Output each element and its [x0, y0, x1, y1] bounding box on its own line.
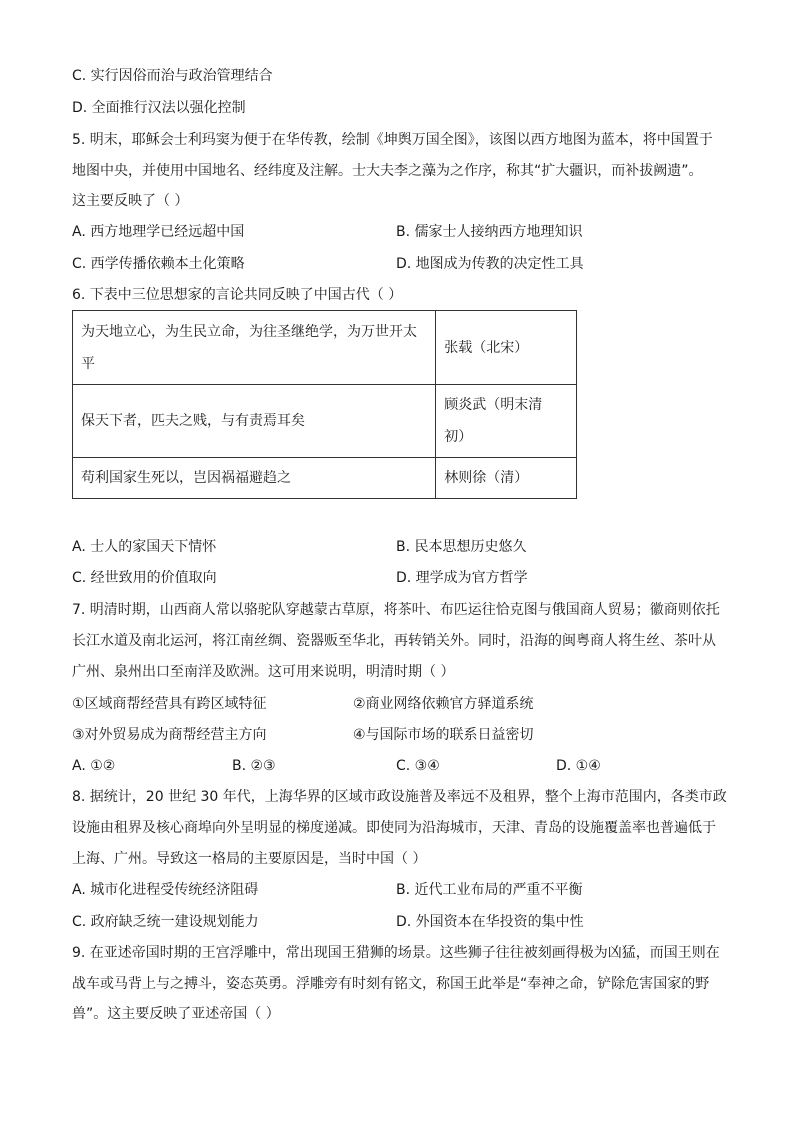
q5-stem-line-2: 地图中央，并使用中国地名、经纬度及注解。士大夫李之藻为之作序，称其“扩大疆识，而补拔阙遗”。 — [72, 163, 703, 179]
q5-option-d: D. 地图成为传教的决定性工具 — [396, 256, 584, 272]
author-cell — [436, 311, 577, 385]
q8-option-b: B. 近代工业布局的严重不平衡 — [396, 882, 583, 898]
q6-stem: 6. 下表中三位思想家的言论共同反映了中国古代（ ） — [72, 287, 403, 303]
q8-option-c: C. 政府缺乏统一建设规划能力 — [72, 914, 259, 930]
q5-option-a: A. 西方地理学已经远超中国 — [72, 224, 245, 240]
q4-option-c: C. 实行因俗而治与政治管理结合 — [72, 68, 273, 84]
q7-statement-3: ③对外贸易成为商帮经营主方向 — [72, 727, 267, 743]
q7-option-a: A. ①② — [72, 758, 116, 774]
q6-option-a: A. 士人的家国天下情怀 — [72, 539, 217, 555]
q7-option-b: B. ②③ — [232, 758, 276, 774]
author-text: 张载（北宋） — [444, 339, 529, 356]
q4-option-d: D. 全面推行汉法以强化控制 — [72, 100, 246, 116]
q7-stem-line-3: 广州、泉州出口至南洋及欧洲。这可用来说明，明清时期（ ） — [72, 664, 455, 680]
author-text: 初） — [444, 429, 473, 445]
q5-option-c: C. 西学传播依赖本土化策略 — [72, 256, 245, 272]
q9-stem-line-2: 战车或马背上与之搏斗，姿态英勇。浮雕旁有时刻有铭文，称国王此举是“奉神之命，铲除危害国家的野 — [72, 976, 710, 992]
q7-option-d: D. ①④ — [556, 758, 601, 774]
author-text: 林则徐（清） — [444, 470, 529, 486]
quote-text: 保天下者，匹夫之贱，与有责焉耳矣 — [81, 413, 305, 429]
q8-option-d: D. 外国资本在华投资的集中性 — [396, 914, 584, 930]
quote-text: 平 — [81, 355, 95, 372]
q9-stem-line-1: 9. 在亚述帝国时期的王宫浮雕中，常出现国王猎狮的场景。这些狮子往往被刻画得极为凶猛，而国王则在 — [72, 945, 720, 961]
q6-option-d: D. 理学成为官方哲学 — [396, 570, 528, 586]
q5-stem-line-1: 5. 明末，耶稣会士利玛窦为便于在华传教，绘制《坤舆万国全图》，该图以西方地图为蓝本，将中国置于 — [72, 132, 713, 148]
q7-stem-line-2: 长江水道及南北运河，将江南丝绸、瓷器贩至华北，再转销关外。同时，沿海的闽粤商人将生丝、茶叶从 — [72, 633, 716, 649]
q6-option-b: B. 民本思想历史悠久 — [396, 539, 527, 555]
table-row — [73, 311, 577, 385]
q8-stem-line-2: 设施由租界及核心商埠向外呈明显的梯度递减。即使同为沿海城市，天津、青岛的设施覆盖率也普遍低于 — [72, 820, 716, 836]
q9-stem-line-3: 兽”。这主要反映了亚述帝国（ ） — [72, 1006, 280, 1022]
q8-stem-line-1: 8. 据统计，20 世纪 30 年代，上海华界的区域市政设施普及率远不及租界，整个上海市范围内，各类市政 — [72, 789, 727, 805]
quote-text: 苟利国家生死以，岂因祸福避趋之 — [81, 470, 291, 486]
q6-quote-table — [72, 310, 577, 499]
quote-cell — [73, 458, 436, 499]
quote-cell — [73, 311, 436, 385]
q8-option-a: A. 城市化进程受传统经济阻碍 — [72, 882, 259, 898]
author-cell — [436, 385, 577, 458]
quote-cell — [73, 385, 436, 458]
q5-stem-line-3: 这主要反映了（ ） — [72, 193, 189, 209]
author-cell — [436, 458, 577, 499]
table-row — [73, 385, 577, 458]
q7-stem-line-1: 7. 明清时期，山西商人常以骆驼队穿越蒙古草原，将茶叶、布匹运往恰克图与俄国商人贸易；徽商则依托 — [72, 602, 720, 618]
q7-statement-1: ①区域商帮经营具有跨区域特征 — [72, 696, 267, 712]
q8-stem-line-3: 上海、广州。导致这一格局的主要原因是，当时中国（ ） — [72, 851, 427, 867]
q7-statement-2: ②商业网络依赖官方驿道系统 — [353, 696, 534, 712]
author-text: 顾炎武（明末清 — [444, 397, 543, 413]
q7-statement-4: ④与国际市场的联系日益密切 — [353, 727, 534, 743]
quote-text: 为天地立心，为生民立命，为往圣继绝学，为万世开太 — [81, 323, 417, 340]
q7-option-c: C. ③④ — [396, 758, 440, 774]
q6-option-c: C. 经世致用的价值取向 — [72, 570, 217, 586]
q5-option-b: B. 儒家士人接纳西方地理知识 — [396, 224, 583, 240]
table-row — [73, 458, 577, 499]
